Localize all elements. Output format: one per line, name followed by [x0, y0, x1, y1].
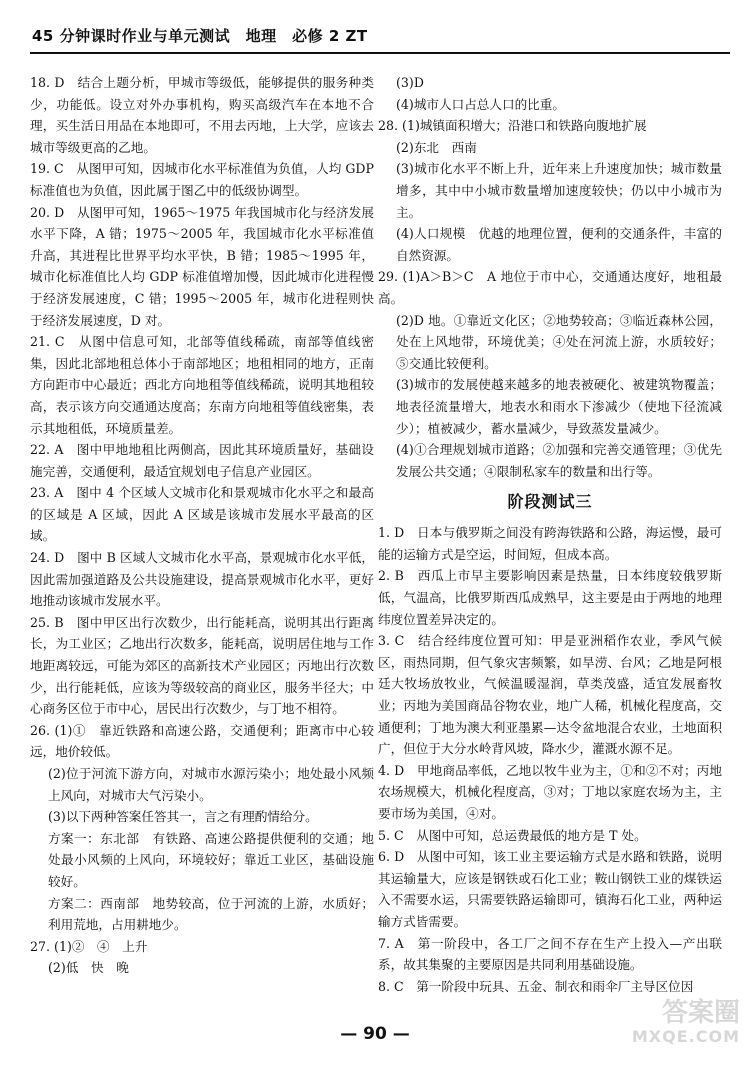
stage-answer-6: 6. D 从图中可知，该工业主要运输方式是水路和铁路，说明其运输量大，应该是钢铁或石化工业；鞍山钢铁工业的煤铁运入不需要水运，只需要铁路运输即可，镇海石化工业，两种运输方式皆需要。 [378, 849, 722, 929]
answer-28-4: (4)人口规模 优越的地理位置，便利的交通条件，丰富的自然资源。 [396, 226, 722, 263]
answer-27-4: (4)城市人口占总人口的比重。 [396, 96, 565, 112]
page-header [30, 18, 730, 54]
answer-25: 25. B 图中甲区出行次数少，出行能耗高，说明其出行距离长，为工业区；乙地出行次数多，能耗高，说明居住地与工作地距离较远，可能为郊区的高新技术产业园区；丙地出行次数少，出行能耗低，应该为等级较高的商业区，服务半径大；中心商务区位于市中心，居民出行次数少，与丁地不相符。 [30, 614, 374, 717]
answer-29-1: 29. (1)A＞B＞C A 地位于市中心，交通通达度好，地租最高。 [378, 269, 722, 306]
answer-28-2: (2)东北 西南 [396, 139, 477, 155]
answer-28-1: 28. (1)城镇面积增大；沿港口和铁路向腹地扩展 [378, 118, 647, 134]
right-column [378, 72, 722, 1007]
answer-27-3: (3)D [396, 75, 424, 90]
answer-28-3: (3)城市化水平不断上升，近年来上升速度加快；城市数量增多，其中中小城市数量增加速度较快；仍以中小城市为主。 [396, 161, 722, 220]
page-number: — 90 — [340, 1024, 410, 1044]
answer-26-2: (2)位于河流下游方向，对城市水源污染小；地处最小风频上风向，对城市大气污染小。 [48, 766, 374, 803]
stage-answer-1: 1. D 日本与俄罗斯之间没有跨海铁路和公路，海运慢，最可能的运输方式是空运，时间短，但成本高。 [378, 525, 722, 562]
answer-26-option-2: 方案二：西南部 地势较高，位于河流的上游，水质好；利用荒地，占用耕地少。 [48, 895, 374, 933]
stage-answer-3: 3. C 结合经纬度位置可知：甲是亚洲稻作农业，季风气候区，雨热同期，但气象灾害频繁，如旱涝、台风；乙地是阿根廷大牧场放牧业，气候温暖湿润，草类茂盛，适宜发展畜牧业；丙地为美国商品谷物农业，地广人稀，机械化程度高，交通便利；丁地为澳大利亚墨累—达令盆地混合农业，土地面积广，但位于大分水岭背风坡，降水少，灌溉水源不足。 [378, 633, 722, 757]
stage-answer-5: 5. C 从图中可知，总运费最低的地方是 T 处。 [378, 827, 647, 843]
answer-26-option-1: 方案一：东北部 有铁路、高速公路提供便利的交通；地处最小风频的上风向，环境较好；靠近工业区，基础设施较好。 [48, 830, 374, 889]
header-title: 45 分钟课时作业与单元测试 地理 必修 2 ZT [32, 27, 368, 45]
answer-23: 23. A 图中 4 个区域人文城市化和景观城市化水平之和最高的区域是 A 区域，因此 A 区域是该城市发展水平最高的区域。 [30, 485, 374, 544]
answer-29-3: (3)城市的发展使越来越多的地表被硬化、被建筑物覆盖；地表径流量增大，地表水和雨水下渗减少（使地下径流减少）；植被减少，蓄水量减少，导致蒸发量减少。 [396, 377, 722, 436]
answer-27-2: (2)低 快 晚 [48, 960, 129, 976]
answer-19: 19. C 从图甲可知，因城市化水平标准值为负值，人均 GDP 标准值也为负值，因此属于图乙中的低级协调型。 [30, 161, 374, 198]
answer-22: 22. A 图中甲地地租比两侧高，因此其环境质量好，基础设施完善，交通便利，最适宜规划电子信息产业园区。 [30, 442, 374, 479]
answer-26-1: 26. (1)① 靠近铁路和高速公路，交通便利；距离市中心较远，地价较低。 [30, 722, 374, 760]
answer-29-4: (4)①合理规划城市道路；②加强和完善交通管理；③优先发展公共交通；④限制私家车的数量和出行等。 [396, 442, 722, 479]
answer-21: 21. C 从图中信息可知，北部等值线稀疏，南部等值线密集，因此北部地租总体小于南部地区；地租相同的地方，正南方向距市中心最近；西北方向地租等值线稀疏，说明其地租较高，表示该方向交通通达度高；东南方向地租等值线密集，表示其地租低，环境质量差。 [30, 334, 374, 436]
answer-24: 24. D 图中 B 区域人文城市化水平高，景观城市化水平低，因此需加强道路及公共设施建设，提高景观城市化水平，更好地推动该城市发展水平。 [30, 550, 374, 609]
answer-20: 20. D 从图甲可知，1965～1975 年我国城市化与经济发展水平下降，A 错；1975～2005 年，我国城市化水平标准值升高，其进程比世界平均水平快，B 错；1985～1995 年，城市化标准值比人均 GDP 标准值增加慢，因此城市化进程慢于经济发展速度，C 错；1995～2005 年，城市化进程则快于经济发展速度，D 对。 [30, 204, 374, 328]
watermark-text: 答案圈 [661, 998, 740, 1028]
section-heading: 阶段测试三 [507, 492, 593, 512]
left-column [30, 72, 374, 1007]
answer-27-1: 27. (1)② ④ 上升 [30, 938, 148, 954]
stage-answer-8: 8. C 第一阶段中玩具、五金、制衣和雨伞厂主导区位因 [378, 978, 694, 994]
stage-answer-4: 4. D 甲地商品率低，乙地以牧牛业为主，①和②不对；丙地农场规模大，机械化程度高，③对；丁地以家庭农场为主，主要市场为美国，④对。 [378, 762, 722, 821]
answer-29-2: (2)D 地。①靠近文化区；②地势较高；③临近森林公园，处在上风地带，环境优美；④处在河流上游，水质较好；⑤交通比较便利。 [396, 312, 722, 371]
watermark-url: MXQE.COM [631, 1027, 740, 1046]
answer-18: 18. D 结合上题分析，甲城市等级低，能够提供的服务种类少，功能低。设立对外办事机构，购买高级汽车在本地不合理，买生活日用品在本地即可，不用去丙地，上大学，应该去城市等级更高的乙地。 [30, 75, 374, 155]
stage-answer-2: 2. B 西瓜上市早主要影响因素是热量，日本纬度较俄罗斯低，气温高，比俄罗斯西瓜成熟早，这主要是由于两地的地理纬度位置差异决定的。 [378, 568, 722, 627]
watermark-logo [600, 999, 740, 1059]
stage-answer-7: 7. A 第一阶段中，各工厂之间不存在生产上投入—产出联系，故其集聚的主要原因是共同利用基础设施。 [378, 935, 722, 973]
answer-26-3: (3)以下两种答案任答其一，言之有理酌情给分。 [48, 809, 318, 825]
